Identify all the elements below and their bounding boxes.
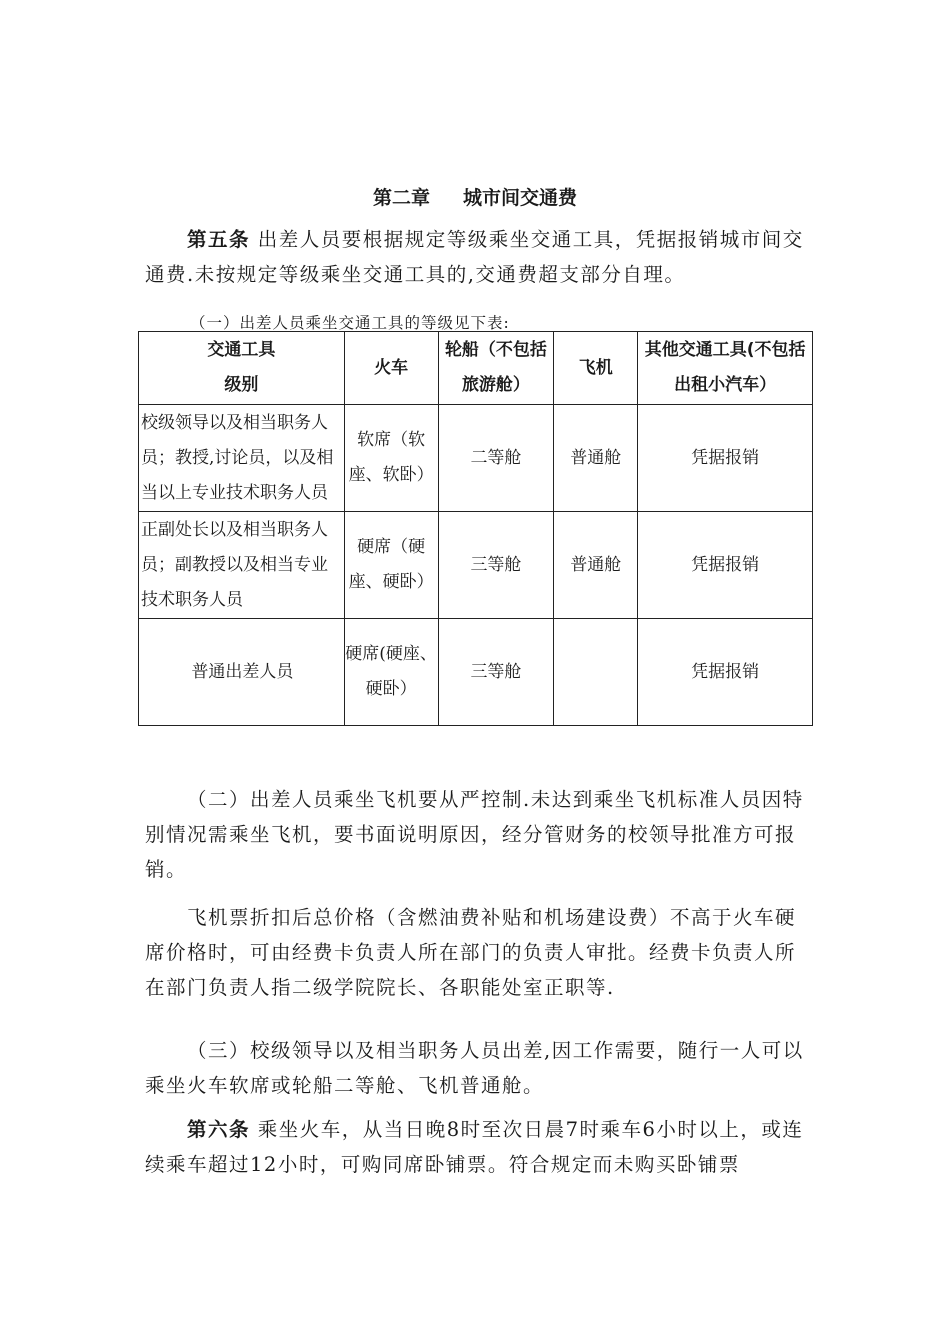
article-5-text: 出差人员要根据规定等级乘坐交通工具，凭据报销城市间交通费.未按规定等级乘坐交通工具的,交通费超支部分自理。 — [145, 228, 804, 286]
paragraph-4 — [145, 1033, 805, 1103]
cell-level: 普通出差人员 — [139, 619, 345, 726]
cell-train: 软席（软座、软卧） — [344, 405, 438, 512]
header-level-line1: 交通工具 — [207, 340, 276, 360]
cell-plane: 普通舱 — [554, 405, 638, 512]
transport-grade-table — [138, 331, 813, 726]
cell-ship: 三等舱 — [438, 619, 554, 726]
paragraph-3 — [145, 900, 805, 1005]
cell-level: 校级领导以及相当职务人员；教授,讨论员，以及相当以上专业技术职务人员 — [139, 405, 345, 512]
header-level-line2: 级别 — [224, 375, 259, 395]
cell-plane: 普通舱 — [554, 512, 638, 619]
paragraph-3-text: 飞机票折扣后总价格（含燃油费补贴和机场建设费）不高于火车硬席价格时，可由经费卡负责人所在部门的负责人审批。经费卡负责人所在部门负责人指二级学院院长、各职能处室正职等. — [145, 906, 797, 999]
table-row — [139, 619, 813, 726]
article-6-text: 乘坐火车，从当日晚8时至次日晨7时乘车6小时以上，或连续乘车超过12小时，可购同席卧铺票。符合规定而未购买卧铺票 — [145, 1118, 804, 1176]
cell-train: 硬席（硬座、硬卧） — [344, 512, 438, 619]
header-other: 其他交通工具(不包括出租小汽车） — [638, 332, 813, 405]
header-ship: 轮船（不包括旅游舱） — [438, 332, 554, 405]
cell-ship: 二等舱 — [438, 405, 554, 512]
paragraph-2 — [145, 782, 805, 887]
cell-level: 正副处长以及相当职务人员；副教授以及相当专业技术职务人员 — [139, 512, 345, 619]
article-6-paragraph — [145, 1112, 805, 1182]
paragraph-4-text: （三）校级领导以及相当职务人员出差,因工作需要，随行一人可以乘坐火车软席或轮船二等舱、飞机普通舱。 — [145, 1039, 804, 1097]
article-5-paragraph — [145, 222, 805, 292]
paragraph-2-text: （二）出差人员乘坐飞机要从严控制.未达到乘坐飞机标准人员因特别情况需乘坐飞机，要书面说明原因，经分管财务的校领导批准方可报销。 — [145, 788, 804, 881]
header-plane: 飞机 — [554, 332, 638, 405]
cell-other: 凭据报销 — [638, 619, 813, 726]
cell-other: 凭据报销 — [638, 512, 813, 619]
header-level — [139, 332, 345, 405]
article-5-label: 第五条 — [187, 228, 251, 251]
table-header-row — [139, 332, 813, 405]
cell-other: 凭据报销 — [638, 405, 813, 512]
table-row — [139, 405, 813, 512]
table-row — [139, 512, 813, 619]
cell-ship: 三等舱 — [438, 512, 554, 619]
header-train: 火车 — [344, 332, 438, 405]
cell-train: 硬席(硬座、硬卧） — [344, 619, 438, 726]
table-caption: （一）出差人员乘坐交通工具的等级见下表: — [190, 314, 510, 332]
article-6-label: 第六条 — [187, 1118, 251, 1141]
cell-plane — [554, 619, 638, 726]
chapter-title: 第二章 城市间交通费 — [372, 187, 578, 209]
